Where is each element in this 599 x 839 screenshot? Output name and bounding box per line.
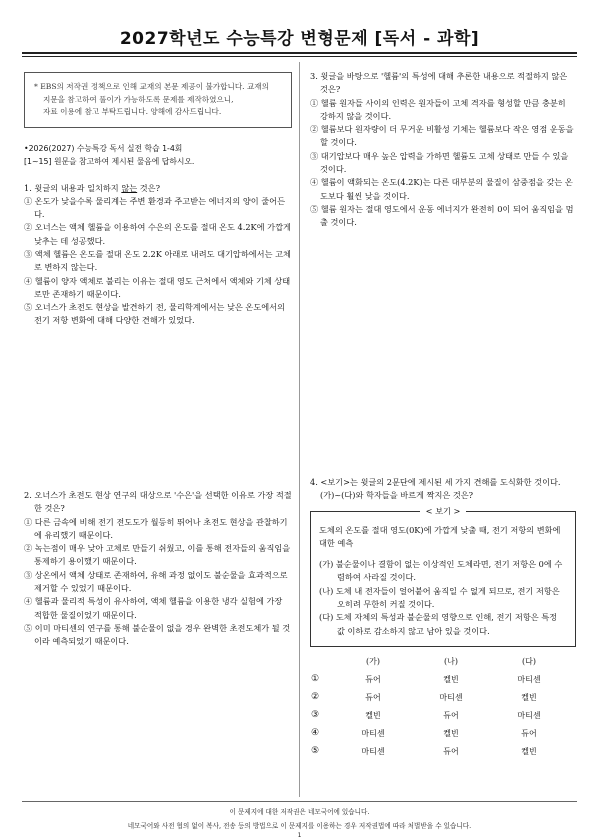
answer-row-2[interactable]	[310, 689, 568, 707]
option-1[interactable]: ① 다른 금속에 비해 전기 전도도가 월등히 뛰어나 초전도 현상을 관찰하기에 유리했기 때문이다.	[24, 516, 288, 540]
notice-line: 자료 이용에 참고 부탁드립니다. 양해에 감사드립니다.	[43, 107, 222, 116]
option-1[interactable]: ① 헬륨 원자들 사이의 인력은 원자들이 고체 격자를 형성할 만큼 충분히 강하지 않을 것이다.	[310, 97, 566, 121]
table-cell: 켈빈	[443, 729, 459, 739]
instruction-line: [1~15] 원문을 참고하여 제시된 물음에 답하시오.	[24, 156, 195, 166]
option-2[interactable]: ② 오너스는 액체 헬륨을 이용하여 수은의 온도를 절대 온도 4.2K에 가깝게 낮추는 데 성공했다.	[24, 222, 291, 246]
title-rule-thick	[22, 52, 577, 54]
option-2[interactable]: ② 헬륨보다 원자량이 더 무거운 비활성 기체는 헬륨보다 작은 영점 운동을 할 것이다.	[310, 124, 574, 148]
table-cell: 마티센	[361, 747, 385, 757]
answer-table-header	[310, 653, 568, 671]
option-5[interactable]: ⑤ 헬륨 원자는 절대 영도에서 운동 에너지가 완전히 0이 되어 움직임을 멈출 것이다.	[310, 203, 574, 228]
page-number: 1	[297, 832, 302, 839]
notice-line: 지문을 참고하여 풀이가 가능하도록 문제를 제작하였으니,	[43, 94, 234, 104]
bogi-label: < 보기 >	[311, 505, 575, 518]
question-3-title: 3. 윗글을 바탕으로 '헬륨'의 특성에 대해 추론한 내용으로 적절하지 않은 것은?	[310, 71, 568, 95]
bogi-heading: 도체의 온도를 절대 영도(0K)에 가깝게 낮출 때, 전기 저항의 변화에 대한 예측	[319, 524, 561, 548]
question-3	[310, 70, 576, 230]
column-divider	[299, 62, 300, 797]
table-cell: 켈빈	[443, 675, 459, 685]
option-4[interactable]: ④ 헬륨과 물리적 특성이 유사하여, 액체 헬륨을 이용한 냉각 실험에 가장 적합한 물질이었기 때문이다.	[24, 596, 283, 620]
option-2[interactable]: ② 녹는점이 매우 낮아 고체로 만들기 쉬웠고, 이를 통해 전자들의 움직임을 통제하기 용이했기 때문이다.	[24, 543, 291, 567]
option-4[interactable]: ④ 헬륨이 액화되는 온도(4.2K)는 다른 대부분의 물질이 삼중점을 갖는 온도보다 훨씬 낮을 것이다.	[310, 177, 573, 201]
footer-warning: 네모국어와 사전 협의 없이 복사, 전송 등의 방법으로 이 문제지를 이용하는 경우 저작권법에 따라 처벌받을 수 있습니다.	[127, 822, 472, 830]
question-1-title: 1. 윗글의 내용과 일치하지 않는 것은?	[24, 182, 160, 193]
bogi-item-ga: (가) 불순물이나 결함이 없는 이상적인 도체라면, 전기 저항은 0에 수렴하여 사라질 것이다.	[319, 559, 563, 583]
bogi-box	[310, 505, 576, 647]
title-rule-thin	[22, 56, 577, 57]
table-cell: 듀어	[365, 693, 381, 703]
option-1[interactable]: ① 온도가 낮을수록 물리계는 주변 환경과 주고받는 에너지의 양이 줄어든다.	[24, 195, 285, 220]
footer-copyright: 이 문제지에 대한 저작권은 네모국어에 있습니다.	[229, 808, 370, 816]
page-title: 2027학년도 수능특강 변형문제 [독서 - 과학]	[119, 29, 480, 49]
answer-row-1[interactable]	[310, 671, 568, 689]
bogi-item-da: (다) 도체 자체의 특성과 불순물의 영향으로 인해, 전기 저항은 특정 값 이하로 감소하지 않고 남아 있을 것이다.	[319, 612, 558, 636]
table-cell: 마티센	[517, 711, 541, 721]
option-5[interactable]: ⑤ 오너스가 초전도 현상을 발견하기 전, 물리학계에서는 낮은 온도에서의 전기 저항 변화에 대해 다양한 견해가 있었다.	[24, 302, 285, 326]
option-number: ③	[311, 710, 320, 721]
table-cell: 마티센	[517, 675, 541, 685]
table-cell: 켈빈	[521, 693, 537, 703]
table-cell: 듀어	[443, 747, 459, 757]
right-column	[310, 62, 576, 757]
header-cell: (다)	[522, 657, 536, 667]
table-cell: 켈빈	[521, 747, 537, 757]
option-number: ①	[311, 674, 320, 685]
option-number: ②	[311, 692, 320, 703]
answer-row-4[interactable]	[310, 725, 568, 743]
option-number: ④	[311, 728, 320, 739]
table-cell: 켈빈	[365, 711, 381, 721]
header-cell: (가)	[366, 657, 380, 667]
question-4	[310, 476, 576, 761]
question-4-title: 4. <보기>는 윗글의 2문단에 제시된 세 가지 견해를 도식화한 것이다. (가)~(다)와 학자들을 바르게 짝지은 것은?	[310, 477, 561, 501]
header-cell: (나)	[444, 657, 458, 667]
table-cell: 마티센	[439, 693, 463, 703]
answer-row-5[interactable]	[310, 743, 568, 761]
copyright-notice-box	[24, 72, 292, 128]
question-1	[24, 182, 292, 328]
question-2	[24, 489, 292, 649]
answer-row-3[interactable]	[310, 707, 568, 725]
notice-line: * EBS의 저작권 정책으로 인해 교재의 본문 제공이 불가합니다. 교재의	[34, 82, 269, 91]
option-3[interactable]: ③ 상온에서 액체 상태로 존재하여, 유해 과정 없이도 불순물을 효과적으로 제거할 수 있었기 때문이다.	[24, 569, 288, 594]
left-column	[24, 62, 292, 647]
intro	[24, 142, 292, 168]
table-cell: 듀어	[521, 729, 537, 739]
table-cell: 듀어	[443, 711, 459, 721]
option-number: ⑤	[311, 746, 320, 757]
bogi-item-na: (나) 도체 내 전자들이 얼어붙어 움직일 수 없게 되므로, 전기 저항은 오히려 무한히 커질 것이다.	[319, 585, 560, 610]
table-cell: 마티센	[361, 729, 385, 739]
answer-table	[310, 653, 568, 761]
source-line: •2026(2027) 수능특강 독서 실전 학습 1-4회	[24, 143, 183, 153]
question-2-title: 2. 오너스가 초전도 현상 연구의 대상으로 '수은'을 선택한 이유로 가장 적절한 것은?	[24, 490, 292, 514]
table-cell: 듀어	[365, 675, 381, 685]
option-5[interactable]: ⑤ 이미 마티센의 연구를 통해 불순물이 없을 경우 완벽한 초전도체가 될 것이라 예측되었기 때문이다.	[24, 622, 291, 647]
option-3[interactable]: ③ 대기압보다 매우 높은 압력을 가하면 헬륨도 고체 상태로 만들 수 있을 것이다.	[310, 150, 569, 175]
option-4[interactable]: ④ 헬륨이 양자 액체로 불리는 이유는 절대 영도 근처에서 액체와 기체 상태로만 존재하기 때문이다.	[24, 275, 291, 299]
option-3[interactable]: ③ 액체 헬륨은 온도를 절대 온도 2.2K 아래로 내려도 대기압하에서는 고체로 변하지 않는다.	[24, 248, 291, 273]
footer-rule	[22, 801, 577, 802]
